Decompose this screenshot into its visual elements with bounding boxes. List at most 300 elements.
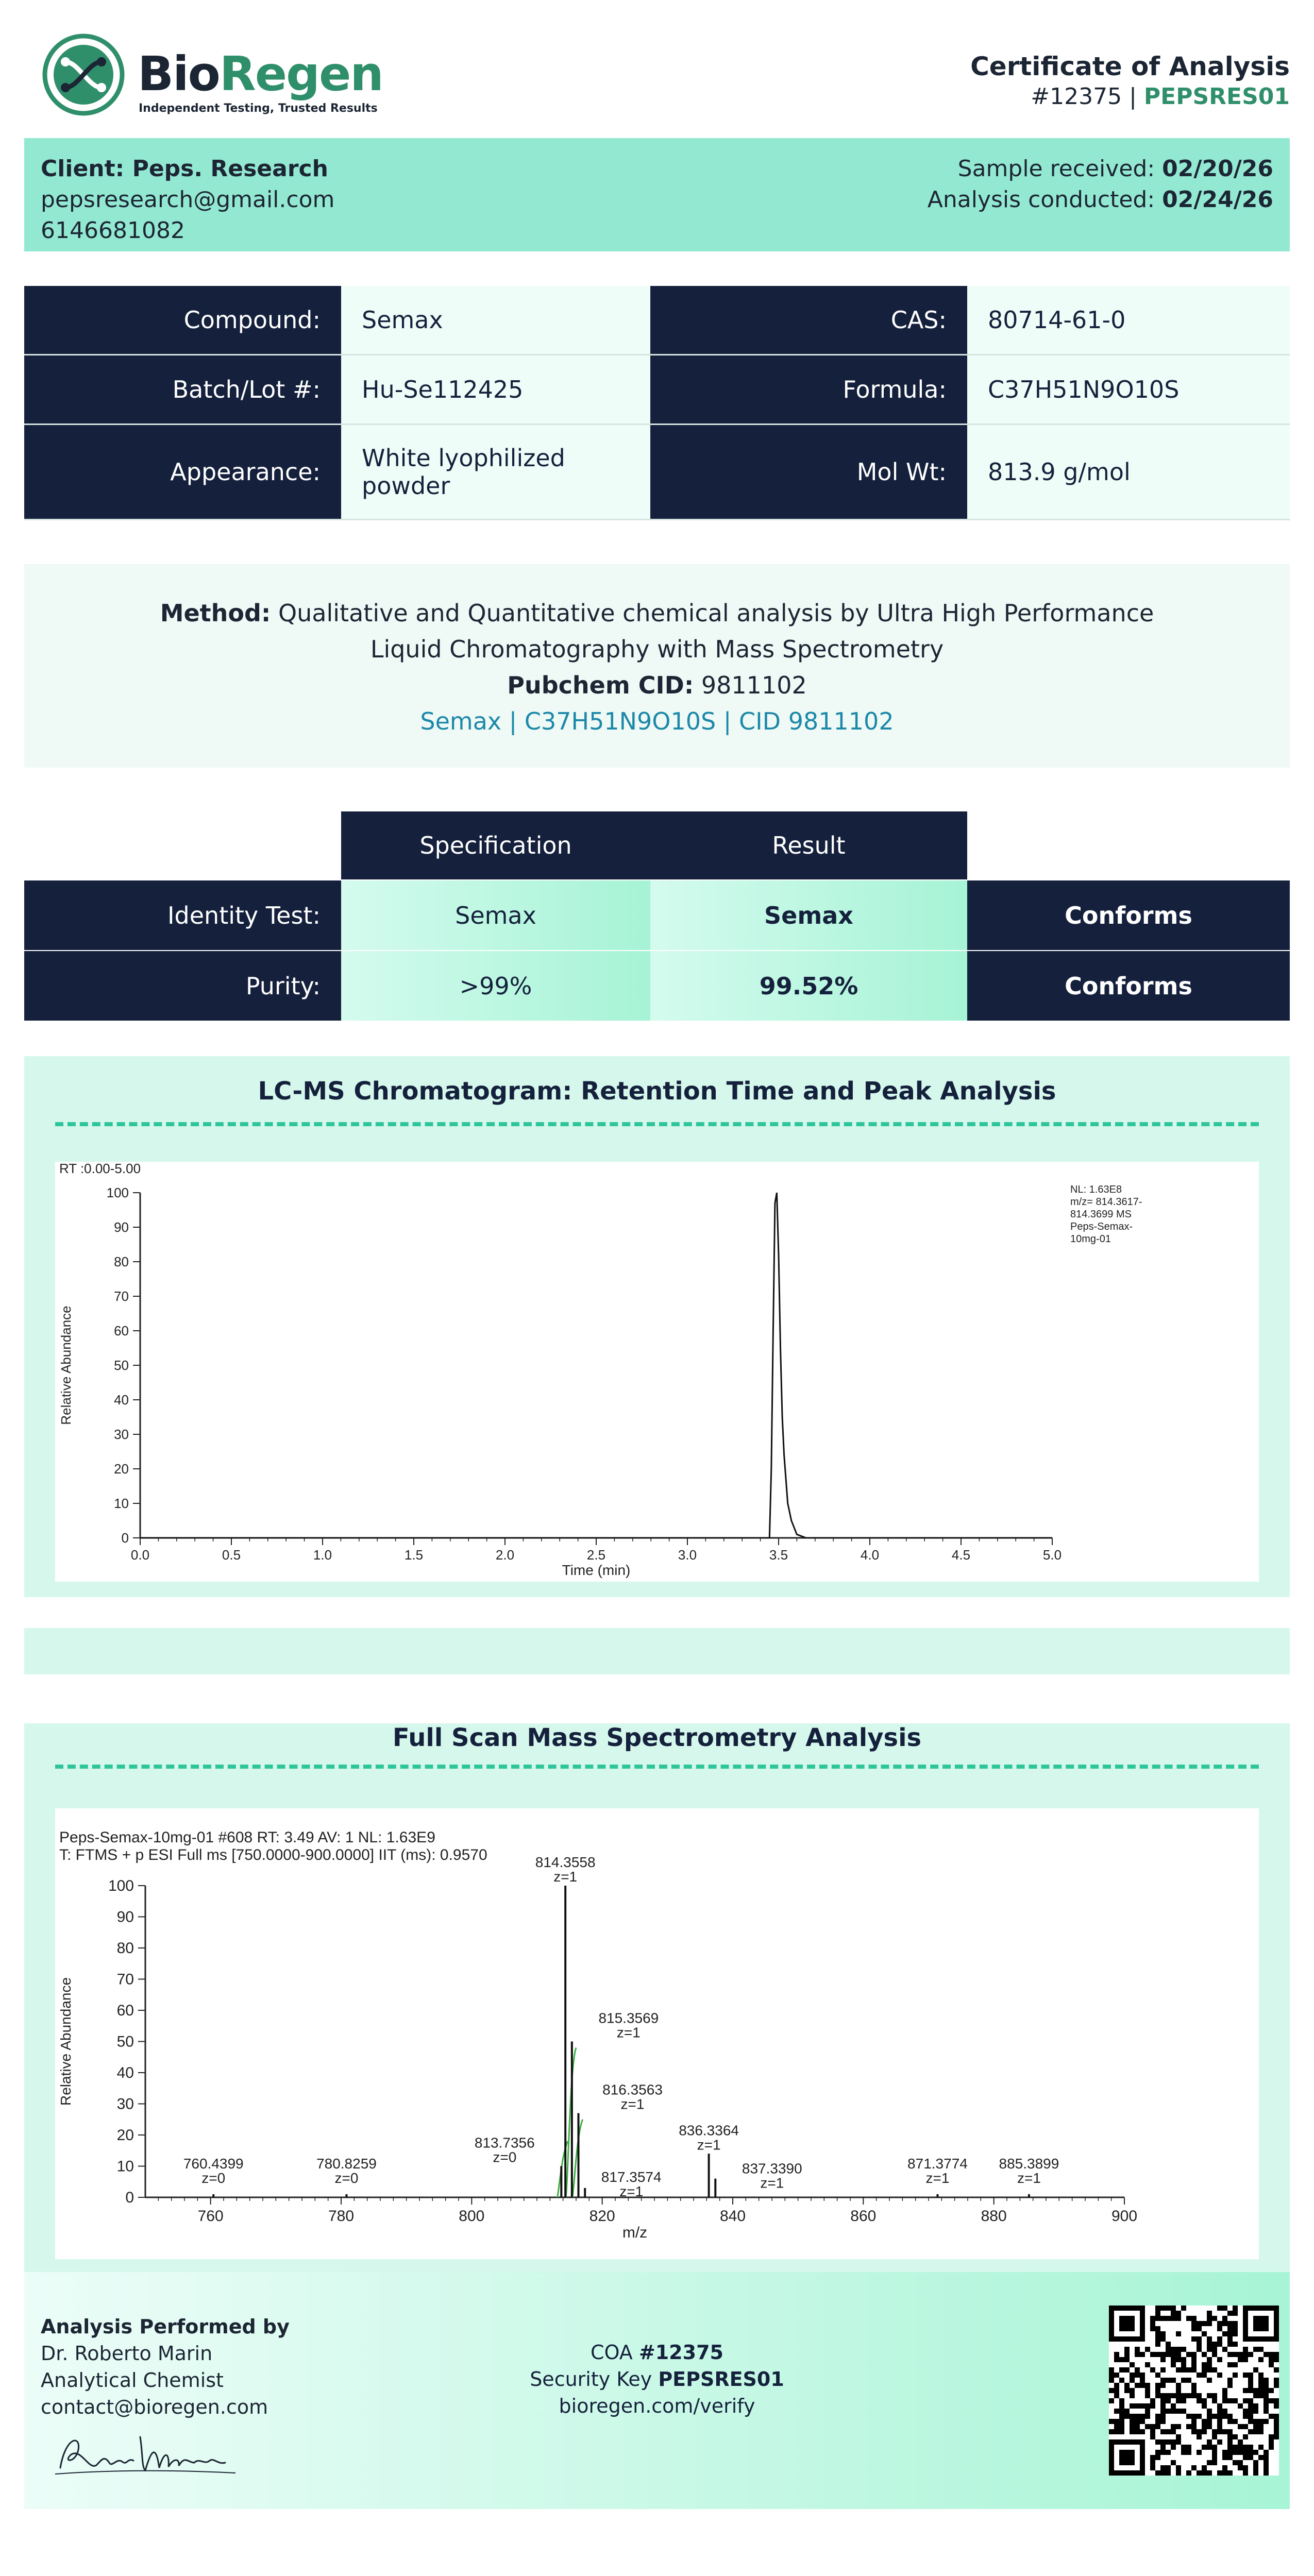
qr-module bbox=[1248, 2450, 1253, 2455]
sample-received-label: Sample received: bbox=[957, 156, 1155, 182]
qr-module bbox=[1191, 2357, 1197, 2362]
qr-module bbox=[1227, 2414, 1233, 2419]
sample-received bbox=[928, 154, 1273, 184]
security-label: Security Key bbox=[530, 2368, 652, 2391]
qr-module bbox=[1222, 2450, 1227, 2455]
qr-module bbox=[1243, 2470, 1248, 2476]
table-row bbox=[24, 425, 1290, 520]
qr-module bbox=[1197, 2342, 1202, 2347]
qr-module bbox=[1135, 2352, 1140, 2357]
qr-module bbox=[1135, 2372, 1140, 2378]
qr-module bbox=[1227, 2455, 1233, 2460]
peak-mz-label: 836.3364 bbox=[679, 2122, 739, 2139]
qr-module bbox=[1160, 2331, 1166, 2336]
qr-module bbox=[1233, 2326, 1238, 2331]
qr-module bbox=[1197, 2450, 1202, 2455]
qr-module bbox=[1166, 2352, 1171, 2357]
qr-module bbox=[1248, 2419, 1253, 2424]
qr-module bbox=[1166, 2429, 1171, 2434]
qr-module bbox=[1160, 2393, 1166, 2398]
qr-module bbox=[1238, 2445, 1243, 2450]
qr-module bbox=[1160, 2398, 1166, 2403]
qr-module bbox=[1135, 2383, 1140, 2388]
mass-spec-title: Full Scan Mass Spectrometry Analysis bbox=[392, 1723, 922, 1752]
qr-module bbox=[1197, 2429, 1202, 2434]
x-tick-label: 800 bbox=[459, 2208, 485, 2225]
qr-module bbox=[1227, 2342, 1233, 2347]
y-tick-label: 100 bbox=[106, 1185, 129, 1200]
qr-module bbox=[1227, 2439, 1233, 2445]
qr-module bbox=[1119, 2414, 1124, 2419]
nl-annotation: NL: 1.63E8 bbox=[1070, 1184, 1122, 1195]
qr-module bbox=[1243, 2347, 1248, 2352]
qr-module bbox=[1207, 2393, 1212, 2398]
qr-module bbox=[1191, 2419, 1197, 2424]
qr-module bbox=[1248, 2378, 1253, 2383]
qr-module bbox=[1217, 2326, 1222, 2331]
x-tick-label: 820 bbox=[589, 2208, 615, 2225]
qr-module bbox=[1207, 2357, 1212, 2362]
qr-module bbox=[1191, 2352, 1197, 2357]
qr-module bbox=[1217, 2357, 1222, 2362]
qr-module bbox=[1160, 2352, 1166, 2357]
qr-module bbox=[1119, 2378, 1124, 2383]
x-tick-label: 2.5 bbox=[586, 1547, 606, 1563]
peak-mz-label: 816.3563 bbox=[602, 2081, 663, 2098]
qr-module bbox=[1253, 2460, 1258, 2465]
qr-module bbox=[1264, 2419, 1269, 2424]
qr-module bbox=[1130, 2424, 1135, 2429]
qr-module bbox=[1197, 2321, 1202, 2326]
qr-module bbox=[1264, 2383, 1269, 2388]
qr-module bbox=[1155, 2419, 1160, 2424]
qr-module bbox=[1114, 2357, 1119, 2362]
y-tick-label: 70 bbox=[114, 1289, 129, 1304]
qr-module bbox=[1130, 2414, 1135, 2419]
qr-module bbox=[1171, 2429, 1176, 2434]
qr-module bbox=[1145, 2414, 1150, 2419]
qr-module bbox=[1202, 2372, 1207, 2378]
qr-module bbox=[1248, 2414, 1253, 2419]
qr-module bbox=[1274, 2383, 1279, 2388]
qr-module bbox=[1222, 2429, 1227, 2434]
x-tick-label: 2.0 bbox=[495, 1547, 515, 1563]
qr-module bbox=[1227, 2470, 1233, 2476]
qr-module bbox=[1202, 2470, 1207, 2476]
peak-mz-label: 780.8259 bbox=[316, 2156, 377, 2172]
mol-wt-value: 813.9 g/mol bbox=[967, 425, 1290, 519]
qr-module bbox=[1207, 2378, 1212, 2383]
logo-regen: Regen bbox=[219, 46, 383, 101]
qr-module bbox=[1160, 2378, 1166, 2383]
qr-module bbox=[1258, 2388, 1264, 2393]
qr-module bbox=[1243, 2445, 1248, 2450]
qr-module bbox=[1166, 2470, 1171, 2476]
qr-module bbox=[1186, 2367, 1191, 2372]
y-tick-label: 90 bbox=[116, 1908, 134, 1926]
qr-module bbox=[1181, 2362, 1186, 2367]
qr-module bbox=[1243, 2450, 1248, 2455]
qr-module bbox=[1258, 2372, 1264, 2378]
qr-module bbox=[1150, 2352, 1155, 2357]
qr-module bbox=[1145, 2424, 1150, 2429]
y-tick-label: 30 bbox=[114, 1427, 129, 1442]
x-tick-label: 860 bbox=[850, 2208, 877, 2225]
peak-mz-label: 871.3774 bbox=[907, 2156, 968, 2172]
dna-logo-icon bbox=[40, 31, 127, 118]
verify-link[interactable]: bioregen.com/verify bbox=[559, 2395, 755, 2417]
qr-module bbox=[1160, 2414, 1166, 2419]
y-tick-label: 0 bbox=[121, 1530, 129, 1546]
qr-module bbox=[1207, 2445, 1212, 2450]
qr-module bbox=[1253, 2470, 1258, 2476]
qr-module bbox=[1253, 2347, 1258, 2352]
qr-module bbox=[1155, 2326, 1160, 2331]
nl-annotation: m/z= 814.3617- bbox=[1070, 1196, 1142, 1208]
qr-module bbox=[1212, 2460, 1217, 2465]
qr-module bbox=[1124, 2347, 1130, 2352]
purity-label: Purity: bbox=[24, 951, 341, 1021]
qr-module bbox=[1140, 2372, 1145, 2378]
security-line bbox=[24, 2366, 1290, 2393]
qr-module bbox=[1186, 2414, 1191, 2419]
qr-module bbox=[1186, 2352, 1191, 2357]
qr-module bbox=[1207, 2342, 1212, 2347]
qr-module bbox=[1155, 2316, 1160, 2321]
qr-module bbox=[1124, 2409, 1130, 2414]
qr-module bbox=[1264, 2388, 1269, 2393]
y-tick-label: 100 bbox=[108, 1877, 134, 1894]
qr-module bbox=[1130, 2372, 1135, 2378]
qr-module bbox=[1258, 2357, 1264, 2362]
y-tick-label: 10 bbox=[116, 2158, 134, 2175]
ms-header-line: Peps-Semax-10mg-01 #608 RT: 3.49 AV: 1 NL: 1.63E9 bbox=[59, 1829, 435, 1846]
qr-module bbox=[1155, 2455, 1160, 2460]
qr-module bbox=[1140, 2383, 1145, 2388]
qr-module bbox=[1124, 2388, 1130, 2393]
qr-module bbox=[1181, 2347, 1186, 2352]
qr-module bbox=[1171, 2311, 1176, 2316]
qr-module bbox=[1181, 2306, 1186, 2311]
qr-module bbox=[1264, 2450, 1269, 2455]
qr-module bbox=[1186, 2450, 1191, 2455]
certificate-heading bbox=[970, 52, 1290, 110]
qr-module bbox=[1269, 2357, 1274, 2362]
qr-module bbox=[1109, 2372, 1114, 2378]
nl-annotation: 10mg-01 bbox=[1070, 1233, 1111, 1245]
qr-module bbox=[1238, 2450, 1243, 2455]
qr-module bbox=[1145, 2409, 1150, 2414]
qr-module bbox=[1243, 2357, 1248, 2362]
specification-header: Specification bbox=[341, 811, 650, 879]
batch-label: Batch/Lot #: bbox=[24, 355, 341, 423]
method-label: Method: bbox=[160, 599, 271, 627]
results-header bbox=[24, 811, 1290, 879]
qr-module bbox=[1160, 2336, 1166, 2342]
qr-module bbox=[1140, 2429, 1145, 2434]
qr-module bbox=[1238, 2460, 1243, 2465]
qr-module bbox=[1212, 2434, 1217, 2439]
qr-module bbox=[1212, 2316, 1217, 2321]
certificate-title: Certificate of Analysis bbox=[970, 52, 1290, 81]
qr-module bbox=[1233, 2450, 1238, 2455]
qr-module bbox=[1160, 2367, 1166, 2372]
purity-spec: >99% bbox=[341, 951, 650, 1021]
qr-code-icon[interactable] bbox=[1109, 2306, 1279, 2476]
qr-module bbox=[1181, 2393, 1186, 2398]
qr-module bbox=[1197, 2470, 1202, 2476]
qr-module bbox=[1238, 2424, 1243, 2429]
qr-module bbox=[1233, 2321, 1238, 2326]
certificate-id bbox=[970, 83, 1290, 110]
qr-module bbox=[1150, 2316, 1155, 2321]
cas-label: CAS: bbox=[650, 286, 967, 354]
qr-module bbox=[1269, 2388, 1274, 2393]
qr-module bbox=[1217, 2414, 1222, 2419]
qr-module bbox=[1217, 2403, 1222, 2409]
qr-module bbox=[1222, 2398, 1227, 2403]
qr-module bbox=[1217, 2419, 1222, 2424]
analysis-conducted-label: Analysis conducted: bbox=[927, 187, 1155, 213]
qr-module bbox=[1150, 2460, 1155, 2465]
qr-module bbox=[1253, 2393, 1258, 2398]
qr-module bbox=[1222, 2414, 1227, 2419]
qr-module bbox=[1171, 2460, 1176, 2465]
client-details bbox=[41, 154, 334, 246]
qr-module bbox=[1150, 2321, 1155, 2326]
result-header: Result bbox=[650, 811, 967, 879]
qr-module bbox=[1197, 2372, 1202, 2378]
qr-module bbox=[1160, 2357, 1166, 2362]
qr-module bbox=[1253, 2465, 1258, 2470]
qr-module bbox=[1160, 2470, 1166, 2476]
peak-charge-label: z=0 bbox=[201, 2170, 226, 2186]
footer bbox=[24, 2272, 1290, 2509]
y-tick-label: 50 bbox=[114, 1358, 129, 1373]
qr-module bbox=[1171, 2316, 1176, 2321]
qr-module bbox=[1212, 2414, 1217, 2419]
qr-module bbox=[1202, 2321, 1207, 2326]
qr-module bbox=[1217, 2439, 1222, 2445]
qr-module bbox=[1217, 2306, 1222, 2311]
qr-module bbox=[1222, 2316, 1227, 2321]
qr-module bbox=[1197, 2336, 1202, 2342]
nl-annotation: 814.3699 MS bbox=[1070, 1209, 1132, 1220]
qr-module bbox=[1217, 2372, 1222, 2378]
y-tick-label: 20 bbox=[114, 1461, 129, 1477]
qr-module bbox=[1202, 2419, 1207, 2424]
qr-module bbox=[1207, 2460, 1212, 2465]
qr-module bbox=[1181, 2450, 1186, 2455]
qr-module bbox=[1150, 2424, 1155, 2429]
x-tick-label: 3.0 bbox=[678, 1547, 697, 1563]
qr-module bbox=[1207, 2414, 1212, 2419]
qr-module bbox=[1243, 2388, 1248, 2393]
qr-module bbox=[1227, 2362, 1233, 2367]
qr-module bbox=[1181, 2398, 1186, 2403]
qr-module bbox=[1176, 2409, 1181, 2414]
batch-value: Hu-Se112425 bbox=[341, 355, 650, 423]
qr-module bbox=[1130, 2429, 1135, 2434]
qr-module bbox=[1186, 2378, 1191, 2383]
qr-module bbox=[1186, 2316, 1191, 2321]
x-tick-label: 760 bbox=[197, 2208, 224, 2225]
x-tick-label: 4.0 bbox=[860, 1547, 880, 1563]
qr-module bbox=[1171, 2362, 1176, 2367]
qr-module bbox=[1191, 2393, 1197, 2398]
qr-module bbox=[1258, 2378, 1264, 2383]
qr-module bbox=[1274, 2424, 1279, 2429]
y-tick-label: 50 bbox=[116, 2033, 134, 2050]
qr-module bbox=[1171, 2439, 1176, 2445]
qr-module bbox=[1181, 2409, 1186, 2414]
compound-table bbox=[24, 286, 1290, 520]
peak-charge-label: z=1 bbox=[619, 2183, 644, 2199]
qr-module bbox=[1274, 2357, 1279, 2362]
qr-module bbox=[1119, 2357, 1124, 2362]
qr-module bbox=[1155, 2336, 1160, 2342]
qr-module bbox=[1150, 2403, 1155, 2409]
analysis-conducted-value: 02/24/26 bbox=[1162, 187, 1273, 213]
qr-module bbox=[1186, 2470, 1191, 2476]
chromatogram-title: LC-MS Chromatogram: Retention Time and Peak Analysis bbox=[258, 1077, 1056, 1106]
peak-charge-label: z=1 bbox=[697, 2137, 721, 2153]
compound-label: Compound: bbox=[24, 286, 341, 354]
qr-module bbox=[1202, 2429, 1207, 2434]
qr-module bbox=[1264, 2403, 1269, 2409]
qr-module bbox=[1155, 2439, 1160, 2445]
x-tick-label: 0.5 bbox=[222, 1547, 241, 1563]
x-tick-label: 1.5 bbox=[404, 1547, 424, 1563]
qr-module bbox=[1145, 2347, 1150, 2352]
qr-module bbox=[1217, 2342, 1222, 2347]
y-tick-label: 60 bbox=[116, 2002, 134, 2019]
qr-module bbox=[1145, 2388, 1150, 2393]
qr-module bbox=[1176, 2316, 1181, 2321]
footer-security-key: PEPSRES01 bbox=[658, 2368, 784, 2391]
qr-module bbox=[1222, 2393, 1227, 2398]
qr-module bbox=[1212, 2393, 1217, 2398]
qr-module bbox=[1269, 2398, 1274, 2403]
qr-module bbox=[1202, 2465, 1207, 2470]
qr-module bbox=[1166, 2398, 1171, 2403]
y-tick-label: 40 bbox=[114, 1392, 129, 1408]
appearance-value: White lyophilized powder bbox=[341, 425, 650, 519]
y-tick-label: 30 bbox=[116, 2095, 134, 2113]
peak-mz-label: 813.7356 bbox=[474, 2134, 535, 2151]
qr-module bbox=[1176, 2465, 1181, 2470]
qr-module bbox=[1109, 2388, 1114, 2393]
x-tick-label: 5.0 bbox=[1042, 1547, 1062, 1563]
qr-module bbox=[1222, 2306, 1227, 2311]
qr-module bbox=[1222, 2347, 1227, 2352]
qr-module bbox=[1227, 2336, 1233, 2342]
qr-module bbox=[1258, 2393, 1264, 2398]
qr-finder bbox=[1119, 2316, 1135, 2331]
qr-module bbox=[1197, 2326, 1202, 2331]
qr-module bbox=[1269, 2439, 1274, 2445]
logo-tagline: Independent Testing, Trusted Results bbox=[139, 102, 378, 115]
client-info bbox=[24, 138, 1290, 251]
qr-module bbox=[1114, 2388, 1119, 2393]
qr-module bbox=[1176, 2424, 1181, 2429]
analyst-name: Dr. Roberto Marin bbox=[41, 2342, 213, 2365]
qr-module bbox=[1135, 2419, 1140, 2424]
qr-module bbox=[1233, 2445, 1238, 2450]
qr-module bbox=[1124, 2383, 1130, 2388]
qr-module bbox=[1202, 2445, 1207, 2450]
method-text: Qualitative and Quantitative chemical analysis by Ultra High Performance Liquid Chromatography with Mass Spectrometry bbox=[278, 599, 1154, 663]
qr-module bbox=[1140, 2403, 1145, 2409]
client-name: Client: Peps. Research bbox=[41, 156, 328, 182]
qr-module bbox=[1243, 2424, 1248, 2429]
qr-module bbox=[1155, 2306, 1160, 2311]
client-phone: 6146681082 bbox=[41, 217, 185, 244]
qr-module bbox=[1114, 2393, 1119, 2398]
qr-module bbox=[1227, 2450, 1233, 2455]
qr-module bbox=[1217, 2470, 1222, 2476]
qr-module bbox=[1155, 2414, 1160, 2419]
formula-label: Formula: bbox=[650, 355, 967, 423]
qr-module bbox=[1197, 2434, 1202, 2439]
qr-module bbox=[1207, 2347, 1212, 2352]
qr-module bbox=[1160, 2403, 1166, 2409]
peak-charge-label: z=1 bbox=[620, 2096, 645, 2112]
qr-module bbox=[1191, 2465, 1197, 2470]
method-description bbox=[24, 595, 1290, 667]
analyst-contact: contact@bioregen.com bbox=[41, 2396, 268, 2418]
qr-module bbox=[1227, 2434, 1233, 2439]
peak-mz-label: 760.4399 bbox=[183, 2156, 244, 2172]
qr-module bbox=[1191, 2383, 1197, 2388]
method-box bbox=[24, 564, 1290, 768]
qr-module bbox=[1233, 2342, 1238, 2347]
qr-module bbox=[1238, 2352, 1243, 2357]
sample-dates bbox=[928, 154, 1273, 215]
x-tick-label: 3.5 bbox=[769, 1547, 788, 1563]
qr-module bbox=[1176, 2383, 1181, 2388]
pubchem-link[interactable]: Semax | C37H51N9O10S | CID 9811102 bbox=[420, 707, 894, 735]
identity-result: Semax bbox=[650, 880, 967, 950]
qr-module bbox=[1155, 2372, 1160, 2378]
analyst-role: Analytical Chemist bbox=[41, 2369, 224, 2392]
qr-module bbox=[1207, 2336, 1212, 2342]
qr-module bbox=[1274, 2367, 1279, 2372]
qr-module bbox=[1160, 2439, 1166, 2445]
qr-module bbox=[1238, 2403, 1243, 2409]
qr-module bbox=[1171, 2409, 1176, 2414]
qr-module bbox=[1140, 2378, 1145, 2383]
footer-coa-number: #12375 bbox=[638, 2341, 723, 2364]
qr-module bbox=[1227, 2429, 1233, 2434]
qr-module bbox=[1217, 2321, 1222, 2326]
qr-module bbox=[1202, 2367, 1207, 2372]
qr-module bbox=[1202, 2403, 1207, 2409]
qr-module bbox=[1155, 2383, 1160, 2388]
qr-module bbox=[1243, 2434, 1248, 2439]
qr-module bbox=[1253, 2367, 1258, 2372]
identity-status: Conforms bbox=[967, 880, 1290, 950]
qr-module bbox=[1155, 2331, 1160, 2336]
performed-by-label: Analysis Performed by bbox=[41, 2315, 290, 2338]
qr-module bbox=[1233, 2352, 1238, 2357]
qr-module bbox=[1258, 2383, 1264, 2388]
qr-module bbox=[1135, 2367, 1140, 2372]
range-label: RT :0.00-5.00 bbox=[59, 1162, 141, 1176]
x-axis-label: Time (min) bbox=[562, 1562, 631, 1578]
qr-module bbox=[1160, 2429, 1166, 2434]
qr-module bbox=[1264, 2378, 1269, 2383]
